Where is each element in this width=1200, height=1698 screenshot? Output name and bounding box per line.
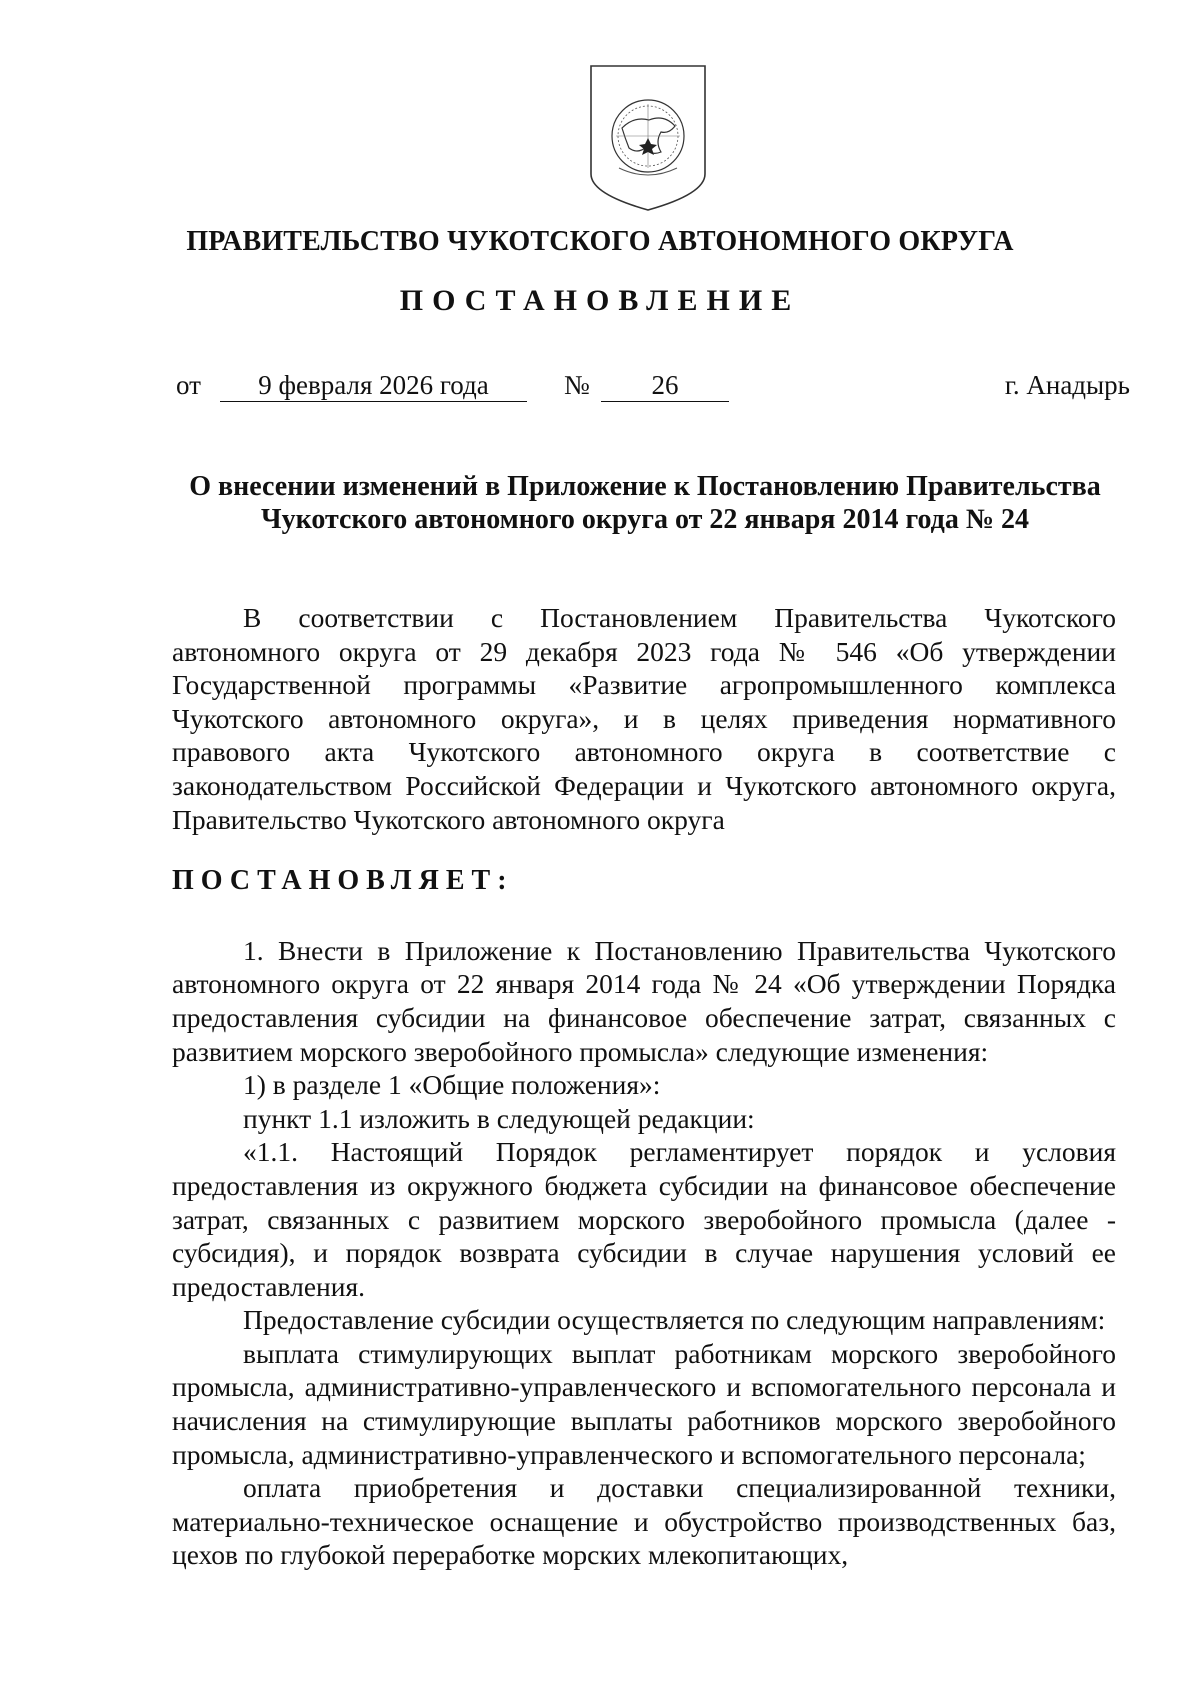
city-name: г. Анадырь — [1004, 370, 1130, 400]
body-paragraph: 1. Внести в Приложение к Постановлению Правительства Чукотского автономного округа от 22 января 2014 года № 24 «Об утверждении Порядка предоставления субсидии на финансовое обеспечение затрат, связанных с развитием морского зверобойного промысла» следующие изменения: — [172, 934, 1116, 1067]
body-paragraph: «1.1. Настоящий Порядок регламентирует порядок и условия предоставления из окружного бюджета субсидии на финансовое обеспечение затрат, связанных с развитием морского зверобойного промысла (далее - субсидия), и порядок возврата субсидии в случае нарушения условий ее предоставления. — [172, 1136, 1116, 1302]
coat-of-arms-icon — [589, 64, 707, 212]
document-body — [172, 601, 1116, 1572]
document-title — [150, 470, 1140, 536]
body-paragraph: пункт 1.1 изложить в следующей редакции: — [243, 1102, 755, 1134]
body-paragraph: Предоставление субсидии осуществляется по следующим направлениям: — [243, 1304, 1106, 1336]
document-number: 26 — [601, 370, 729, 402]
body-paragraph: оплата приобретения и доставки специализированной техники, материально-техническое оснащение и обустройство производственных баз, цехов по глубокой переработке морских млекопитающих, — [172, 1472, 1116, 1571]
document-date: 9 февраля 2026 года — [220, 370, 527, 402]
body-paragraph: 1) в разделе 1 «Общие положения»: — [243, 1069, 661, 1101]
title-line-1: О внесении изменений в Приложение к Постановлению Правительства — [189, 471, 1101, 502]
preamble-paragraph: В соответствии с Постановлением Правительства Чукотского автономного округа от 29 декабря 2023 года № 546 «Об утверждении Государственной программы «Развитие агропромышленного комплекса Чукотского автономного округа», и в целях приведения нормативного правового акта Чукотского автономного округа в соответствие с законодательством Российской Федерации и Чукотского автономного округа, Правительство Чукотского автономного округа — [172, 602, 1116, 835]
date-from-label: от — [176, 370, 201, 400]
body-paragraph: выплата стимулирующих выплат работникам морского зверобойного промысла, административно-управленческого и вспомогательного персонала и начисления на стимулирующие выплаты работников морского зверобойного промысла, административно-управленческого и вспомогательного персонала; — [172, 1337, 1116, 1470]
title-line-2: Чукотского автономного округа от 22 января 2014 года № 24 — [261, 504, 1029, 535]
organization-name: ПРАВИТЕЛЬСТВО ЧУКОТСКОГО АВТОНОМНОГО ОКРУГА — [186, 226, 1014, 257]
resolves-heading: ПОСТАНОВЛЯЕТ: — [172, 865, 514, 897]
document-type: ПОСТАНОВЛЕНИЕ — [399, 284, 801, 317]
number-label: № — [564, 370, 590, 400]
date-line — [0, 370, 1200, 410]
